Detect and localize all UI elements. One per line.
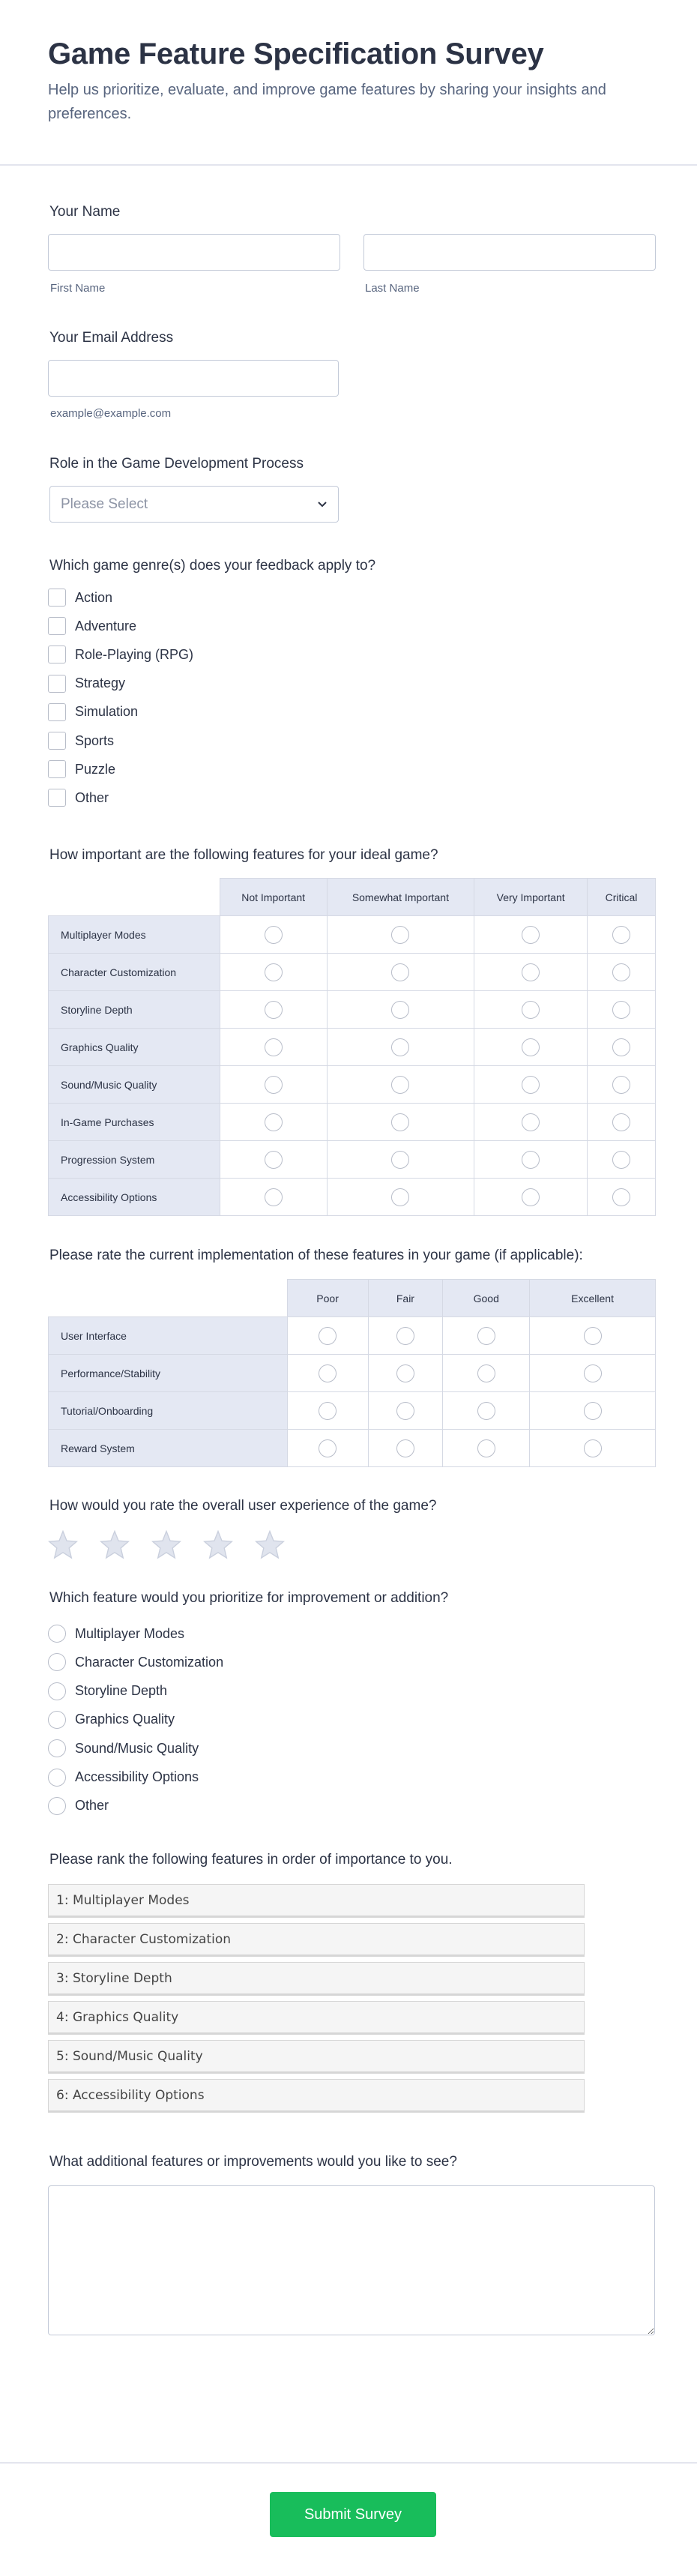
matrix-cell xyxy=(220,1141,327,1179)
importance-row-label: Character Customization xyxy=(49,954,220,991)
importance-row xyxy=(49,1141,656,1179)
radio-button[interactable] xyxy=(522,1151,540,1169)
matrix-cell xyxy=(530,1317,656,1355)
radio-button[interactable] xyxy=(396,1439,414,1457)
matrix-cell xyxy=(327,916,474,954)
ranking-label: Please rank the following features in order of importance to you. xyxy=(49,1852,453,1868)
radio-button[interactable] xyxy=(48,1797,66,1815)
last-name-sublabel: Last Name xyxy=(365,282,420,295)
radio-button[interactable] xyxy=(48,1739,66,1757)
radio-button[interactable] xyxy=(391,1113,409,1131)
genre-option[interactable] xyxy=(48,645,193,663)
radio-button[interactable] xyxy=(48,1711,66,1729)
implementation-row-label: Reward System xyxy=(49,1430,288,1467)
implementation-row xyxy=(49,1355,656,1392)
radio-button[interactable] xyxy=(612,926,630,944)
importance-row-label: Progression System xyxy=(49,1141,220,1179)
radio-button[interactable] xyxy=(319,1402,337,1420)
genre-option[interactable] xyxy=(48,760,115,778)
radio-button[interactable] xyxy=(319,1439,337,1457)
radio-button[interactable] xyxy=(391,1188,409,1206)
implementation-row-label: Tutorial/Onboarding xyxy=(49,1392,288,1430)
matrix-cell xyxy=(327,1029,474,1066)
chevron-down-icon xyxy=(317,501,328,508)
genre-option-label: Strategy xyxy=(75,675,126,691)
checkbox[interactable] xyxy=(48,645,66,663)
importance-header-row xyxy=(49,879,656,916)
checkbox[interactable] xyxy=(48,703,66,721)
radio-button[interactable] xyxy=(612,1188,630,1206)
matrix-cell xyxy=(474,1141,588,1179)
email-sublabel: example@example.com xyxy=(50,407,172,420)
footer-divider xyxy=(0,2462,697,2464)
matrix-cell xyxy=(327,1066,474,1104)
radio-button[interactable] xyxy=(319,1327,337,1345)
radio-button[interactable] xyxy=(265,1076,283,1094)
matrix-cell xyxy=(474,954,588,991)
radio-button[interactable] xyxy=(265,1001,283,1019)
star-icon[interactable] xyxy=(48,1529,78,1559)
matrix-cell xyxy=(368,1430,443,1467)
matrix-cell xyxy=(368,1392,443,1430)
importance-row-label: Graphics Quality xyxy=(49,1029,220,1066)
ranking-item[interactable]: 4: Graphics Quality xyxy=(48,2001,585,2035)
radio-button[interactable] xyxy=(265,1113,283,1131)
radio-button[interactable] xyxy=(612,1076,630,1094)
radio-button[interactable] xyxy=(522,926,540,944)
implementation-label: Please rate the current implementation of these features in your game (if applicable): xyxy=(49,1248,583,1263)
matrix-cell xyxy=(368,1355,443,1392)
prioritize-option[interactable] xyxy=(48,1682,167,1700)
prioritize-option-label: Character Customization xyxy=(75,1654,224,1670)
radio-button[interactable] xyxy=(612,963,630,981)
matrix-cell xyxy=(474,1066,588,1104)
matrix-cell xyxy=(588,1141,656,1179)
star-icon[interactable] xyxy=(255,1529,285,1559)
email-label: Your Email Address xyxy=(49,330,174,346)
radio-button[interactable] xyxy=(522,963,540,981)
checkbox[interactable] xyxy=(48,589,66,607)
genre-option-label: Sports xyxy=(75,732,115,748)
star-icon[interactable] xyxy=(203,1529,233,1559)
additional-textarea[interactable] xyxy=(48,2185,655,2335)
implementation-column-header: Poor xyxy=(287,1280,368,1317)
importance-row-label: Multiplayer Modes xyxy=(49,916,220,954)
matrix-cell xyxy=(443,1355,530,1392)
matrix-cell xyxy=(474,1104,588,1141)
checkbox[interactable] xyxy=(48,760,66,778)
radio-button[interactable] xyxy=(391,963,409,981)
radio-button[interactable] xyxy=(477,1402,495,1420)
genre-option[interactable] xyxy=(48,789,109,807)
first-name-input[interactable] xyxy=(48,234,340,271)
checkbox[interactable] xyxy=(48,675,66,693)
matrix-cell xyxy=(220,1179,327,1216)
radio-button[interactable] xyxy=(477,1327,495,1345)
importance-row xyxy=(49,954,656,991)
prioritize-option-label: Storyline Depth xyxy=(75,1683,168,1699)
prioritize-option[interactable] xyxy=(48,1711,175,1729)
additional-label: What additional features or improvements would you like to see? xyxy=(49,2154,457,2170)
importance-row-label: Storyline Depth xyxy=(49,991,220,1029)
genre-option-label: Other xyxy=(75,789,109,805)
importance-row-label: In-Game Purchases xyxy=(49,1104,220,1141)
radio-button[interactable] xyxy=(584,1364,602,1382)
prioritize-option-label: Accessibility Options xyxy=(75,1769,199,1784)
prioritize-option-label: Multiplayer Modes xyxy=(75,1625,185,1641)
genre-option[interactable] xyxy=(48,703,138,721)
matrix-cell xyxy=(368,1317,443,1355)
ranking-item[interactable]: 1: Multiplayer Modes xyxy=(48,1884,585,1918)
matrix-cell xyxy=(287,1392,368,1430)
matrix-cell xyxy=(327,991,474,1029)
matrix-cell xyxy=(327,1104,474,1141)
implementation-column-header: Fair xyxy=(368,1280,443,1317)
importance-column-header: Critical xyxy=(588,879,656,916)
radio-button[interactable] xyxy=(265,963,283,981)
radio-button[interactable] xyxy=(265,1151,283,1169)
ranking-item[interactable]: 2: Character Customization xyxy=(48,1923,585,1957)
radio-button[interactable] xyxy=(477,1439,495,1457)
genre-option[interactable] xyxy=(48,589,112,607)
header-divider xyxy=(0,164,697,166)
checkbox[interactable] xyxy=(48,789,66,807)
radio-button[interactable] xyxy=(522,1188,540,1206)
radio-button[interactable] xyxy=(522,1001,540,1019)
importance-column-header: Not Important xyxy=(220,879,327,916)
radio-button[interactable] xyxy=(391,1151,409,1169)
importance-column-header: Very Important xyxy=(474,879,588,916)
radio-button[interactable] xyxy=(522,1076,540,1094)
genres-label: Which game genre(s) does your feedback apply to? xyxy=(49,558,376,574)
prioritize-option-label: Other xyxy=(75,1798,109,1814)
role-select-value: Please Select xyxy=(61,496,148,512)
implementation-row xyxy=(49,1430,656,1467)
checkbox[interactable] xyxy=(48,617,66,635)
matrix-cell xyxy=(588,1029,656,1066)
matrix-cell xyxy=(474,991,588,1029)
radio-button[interactable] xyxy=(584,1402,602,1420)
implementation-row xyxy=(49,1392,656,1430)
matrix-cell xyxy=(327,1141,474,1179)
last-name-input[interactable] xyxy=(363,234,656,271)
radio-button[interactable] xyxy=(477,1364,495,1382)
radio-button[interactable] xyxy=(612,1151,630,1169)
radio-button[interactable] xyxy=(319,1364,337,1382)
radio-button[interactable] xyxy=(396,1364,414,1382)
radio-button[interactable] xyxy=(48,1682,66,1700)
corner-cell xyxy=(49,879,220,916)
radio-button[interactable] xyxy=(396,1327,414,1345)
matrix-cell xyxy=(220,1029,327,1066)
prioritize-option-label: Sound/Music Quality xyxy=(75,1740,199,1756)
matrix-cell xyxy=(530,1392,656,1430)
importance-matrix xyxy=(48,878,656,1216)
matrix-cell xyxy=(220,954,327,991)
importance-row xyxy=(49,1104,656,1141)
matrix-cell xyxy=(588,954,656,991)
matrix-cell xyxy=(530,1430,656,1467)
matrix-cell xyxy=(474,1179,588,1216)
importance-label: How important are the following features for your ideal game? xyxy=(49,847,438,863)
star-icon[interactable] xyxy=(100,1529,130,1559)
matrix-cell xyxy=(220,1104,327,1141)
radio-button[interactable] xyxy=(522,1038,540,1056)
matrix-cell xyxy=(588,1104,656,1141)
radio-button[interactable] xyxy=(612,1038,630,1056)
implementation-row-label: Performance/Stability xyxy=(49,1355,288,1392)
importance-row-label: Sound/Music Quality xyxy=(49,1066,220,1104)
importance-column-header: Somewhat Important xyxy=(327,879,474,916)
implementation-header-row xyxy=(49,1280,656,1317)
genre-option-label: Puzzle xyxy=(75,761,116,777)
genre-option[interactable] xyxy=(48,675,125,693)
prioritize-option[interactable] xyxy=(48,1769,199,1787)
radio-button[interactable] xyxy=(391,1038,409,1056)
implementation-row-label: User Interface xyxy=(49,1317,288,1355)
prioritize-option[interactable] xyxy=(48,1625,184,1643)
ranking-item[interactable]: 3: Storyline Depth xyxy=(48,1962,585,1996)
radio-button[interactable] xyxy=(48,1625,66,1643)
page-title: Game Feature Specification Survey xyxy=(48,37,544,70)
star-icon[interactable] xyxy=(151,1529,181,1559)
radio-button[interactable] xyxy=(48,1769,66,1787)
importance-row xyxy=(49,991,656,1029)
matrix-cell xyxy=(287,1317,368,1355)
matrix-cell xyxy=(327,954,474,991)
radio-button[interactable] xyxy=(522,1113,540,1131)
matrix-cell xyxy=(220,991,327,1029)
name-label: Your Name xyxy=(49,204,121,220)
genre-option-label: Role-Playing (RPG) xyxy=(75,646,194,662)
matrix-cell xyxy=(287,1430,368,1467)
radio-button[interactable] xyxy=(48,1653,66,1671)
radio-button[interactable] xyxy=(612,1001,630,1019)
radio-button[interactable] xyxy=(396,1402,414,1420)
ranking-item[interactable]: 5: Sound/Music Quality xyxy=(48,2040,585,2074)
matrix-cell xyxy=(443,1317,530,1355)
genre-option-label: Action xyxy=(75,589,113,605)
radio-button[interactable] xyxy=(584,1327,602,1345)
matrix-cell xyxy=(474,1029,588,1066)
first-name-sublabel: First Name xyxy=(50,282,106,295)
genre-option-label: Adventure xyxy=(75,618,137,634)
ux-rating-label: How would you rate the overall user experience of the game? xyxy=(49,1498,437,1514)
radio-button[interactable] xyxy=(265,1038,283,1056)
implementation-column-header: Excellent xyxy=(530,1280,656,1317)
matrix-cell xyxy=(588,991,656,1029)
submit-button[interactable]: Submit Survey xyxy=(270,2492,436,2537)
prioritize-option[interactable] xyxy=(48,1653,223,1671)
radio-button[interactable] xyxy=(265,926,283,944)
role-label: Role in the Game Development Process xyxy=(49,456,304,472)
email-input[interactable] xyxy=(48,360,339,397)
matrix-cell xyxy=(588,1066,656,1104)
matrix-cell xyxy=(443,1430,530,1467)
importance-row xyxy=(49,1179,656,1216)
radio-button[interactable] xyxy=(391,1076,409,1094)
genre-option[interactable] xyxy=(48,732,114,750)
radio-button[interactable] xyxy=(612,1113,630,1131)
matrix-cell xyxy=(588,916,656,954)
matrix-cell xyxy=(588,1179,656,1216)
importance-row xyxy=(49,916,656,954)
implementation-matrix xyxy=(48,1279,656,1467)
implementation-row xyxy=(49,1317,656,1355)
prioritize-option-label: Graphics Quality xyxy=(75,1712,175,1727)
importance-row xyxy=(49,1029,656,1066)
prioritize-option[interactable] xyxy=(48,1797,109,1815)
matrix-cell xyxy=(220,1066,327,1104)
page-subtitle: Help us prioritize, evaluate, and improve game features by sharing your insights and preferences. xyxy=(48,82,606,122)
genre-option-label: Simulation xyxy=(75,704,139,720)
prioritize-option[interactable] xyxy=(48,1739,199,1757)
checkbox[interactable] xyxy=(48,732,66,750)
importance-row-label: Accessibility Options xyxy=(49,1179,220,1216)
matrix-cell xyxy=(287,1355,368,1392)
prioritize-label: Which feature would you prioritize for improvement or addition? xyxy=(49,1590,449,1606)
importance-row xyxy=(49,1066,656,1104)
radio-button[interactable] xyxy=(391,1001,409,1019)
radio-button[interactable] xyxy=(265,1188,283,1206)
matrix-cell xyxy=(220,916,327,954)
ranking-item[interactable]: 6: Accessibility Options xyxy=(48,2079,585,2113)
matrix-cell xyxy=(443,1392,530,1430)
matrix-cell xyxy=(474,916,588,954)
genre-option[interactable] xyxy=(48,617,136,635)
implementation-column-header: Good xyxy=(443,1280,530,1317)
role-select[interactable] xyxy=(49,486,339,523)
matrix-cell xyxy=(327,1179,474,1216)
corner-cell xyxy=(49,1280,288,1317)
radio-button[interactable] xyxy=(391,926,409,944)
radio-button[interactable] xyxy=(584,1439,602,1457)
matrix-cell xyxy=(530,1355,656,1392)
